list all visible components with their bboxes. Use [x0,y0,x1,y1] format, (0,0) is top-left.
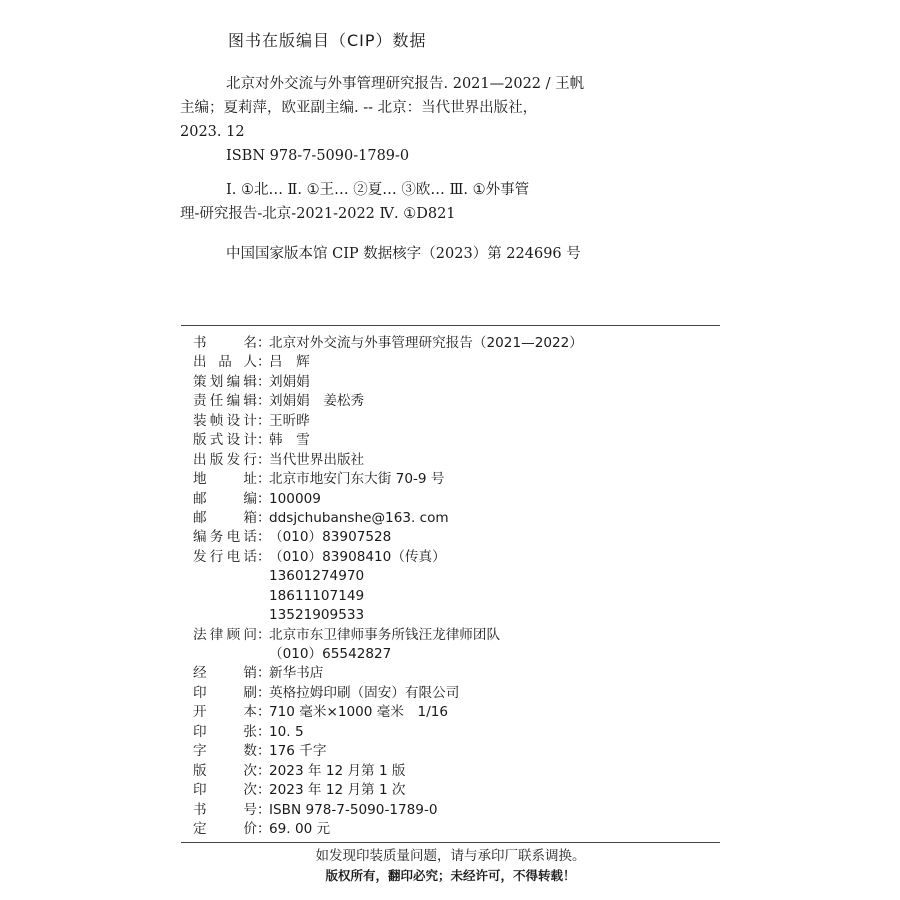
info-label [193,606,257,625]
cip-title: 图书在版编目（CIP）数据 [228,31,427,50]
info-row [193,801,713,820]
info-row [193,723,713,742]
info-value: 刘娟娟 [269,373,310,390]
info-label: 经 销 [193,665,257,682]
info-row [193,820,713,839]
info-label: 发 行 电 话 [193,548,257,565]
info-value: 韩 雪 [269,432,310,449]
info-colon: ： [257,665,271,682]
info-colon: ： [257,335,271,351]
info-colon: ： [257,471,271,488]
info-colon: ： [257,490,271,507]
info-value: 100009 [269,490,321,507]
info-label: 版 式 设 计 [193,432,257,449]
copyright-notice: 版权所有，翻印必究；未经许可，不得转载！ [325,868,576,883]
info-value: 69. 00 元 [269,820,331,837]
info-value: 2023 年 12 月第 1 版 [269,762,406,779]
info-row [193,548,713,567]
info-value: 北京市地安门东大街 70-9 号 [269,471,445,488]
info-label: 印 次 [193,782,257,799]
info-colon: ： [257,393,271,410]
info-row [193,373,713,392]
info-value: 10. 5 [269,723,304,740]
info-label: 印 刷 [193,684,257,701]
info-colon: ： [257,548,271,565]
cip-class-line: 理-研究报告-北京-2021-2022 Ⅳ. ①D821 [180,206,456,222]
info-row [193,431,713,450]
cip-desc-line: 北京对外交流与外事管理研究报告. 2021—2022 / 王帆 [226,76,585,92]
info-colon: ： [257,801,271,818]
info-label [193,587,257,606]
info-value: 710 毫米×1000 毫米 1/16 [269,704,449,721]
info-colon: ： [257,509,271,526]
info-label: 出 版 发 行 [193,451,257,468]
cip-approval: 中国国家版本馆 CIP 数据核字（2023）第 224696 号 [226,246,581,262]
info-colon [257,587,269,606]
info-value: （010）83908410（传真） [269,548,446,565]
info-colon: ： [257,743,271,760]
info-label: 定 价 [193,820,257,837]
info-colon: ： [257,451,271,468]
info-value: 当代世界出版社 [269,451,365,468]
info-colon: ： [257,412,271,429]
info-value: 王昕晔 [269,412,310,429]
info-row [193,742,713,761]
info-label: 书 号 [193,801,257,818]
footer [181,846,720,886]
info-label: 地 址 [193,471,257,488]
cip-desc-line: ISBN 978-7-5090-1789-0 [226,148,410,164]
info-row [193,781,713,800]
info-row [193,684,713,703]
info-colon [257,645,269,664]
info-value: 吕 辉 [269,354,310,371]
info-label: 责 任 编 辑 [193,393,257,410]
info-label: 法 律 顾 问 [193,626,257,643]
publication-info [193,334,713,839]
info-row [193,587,713,606]
info-label [193,567,257,586]
info-value: 英格拉姆印刷（固安）有限公司 [269,684,460,701]
info-row [193,470,713,489]
info-value: 刘娟娟 姜松秀 [269,393,365,410]
info-colon: ： [257,373,271,390]
info-row [193,703,713,722]
info-row [193,645,713,664]
info-colon: ： [257,529,271,546]
info-colon: ： [257,723,271,740]
info-label: 邮 箱 [193,509,257,526]
top-divider [181,325,720,326]
info-row [193,353,713,372]
info-row [193,509,713,528]
info-colon [257,567,269,586]
info-colon: ： [257,820,271,837]
info-label: 编 务 电 话 [193,529,257,546]
info-row [193,567,713,586]
info-colon [257,606,269,625]
info-label: 开 本 [193,704,257,721]
info-row [193,626,713,645]
cip-classification [180,178,529,226]
info-value: 北京对外交流与外事管理研究报告（2021—2022） [269,335,583,351]
info-label: 策 划 编 辑 [193,373,257,390]
info-row [193,334,713,353]
info-row [193,451,713,470]
info-label: 装 帧 设 计 [193,412,257,429]
info-value: 北京市东卫律师事务所钱汪龙律师团队 [269,626,501,643]
cip-class-line: Ⅰ. ①北… Ⅱ. ①王… ②夏… ③欧… Ⅲ. ①外事管 [226,182,530,198]
info-row [193,392,713,411]
info-label: 书 名 [193,335,257,351]
quality-notice: 如发现印装质量问题，请与承印厂联系调换。 [315,848,586,864]
info-label: 印 张 [193,723,257,740]
info-value: 新华书店 [269,665,324,682]
cip-desc-line: 2023. 12 [180,124,245,140]
info-label: 邮 编 [193,490,257,507]
info-label: 出 品 人 [193,354,257,371]
info-value: （010）65542827 [269,646,392,662]
info-value: 18611107149 [269,587,365,604]
info-colon: ： [257,626,271,643]
info-value: ddsjchubanshe@163. com [269,509,449,526]
info-value: 13521909533 [269,607,365,624]
info-colon: ： [257,354,271,371]
bottom-divider [181,842,720,843]
info-value: 176 千字 [269,743,327,760]
info-value: 13601274970 [269,568,365,585]
info-colon: ： [257,704,271,721]
info-colon: ： [257,762,271,779]
info-colon: ： [257,684,271,701]
info-row [193,606,713,625]
info-label: 版 次 [193,762,257,779]
info-value: 2023 年 12 月第 1 次 [269,782,406,799]
cip-description [180,72,584,168]
info-colon: ： [257,432,271,449]
info-label: 字 数 [193,743,257,760]
cip-desc-line: 主编；夏莉萍，欧亚副主编. -- 北京：当代世界出版社， [180,100,538,116]
info-row [193,762,713,781]
info-value: （010）83907528 [269,529,392,546]
info-row [193,664,713,683]
info-row [193,528,713,547]
info-value: ISBN 978-7-5090-1789-0 [269,801,438,818]
info-row [193,490,713,509]
info-colon: ： [257,782,271,799]
info-label [193,645,257,664]
info-row [193,412,713,431]
